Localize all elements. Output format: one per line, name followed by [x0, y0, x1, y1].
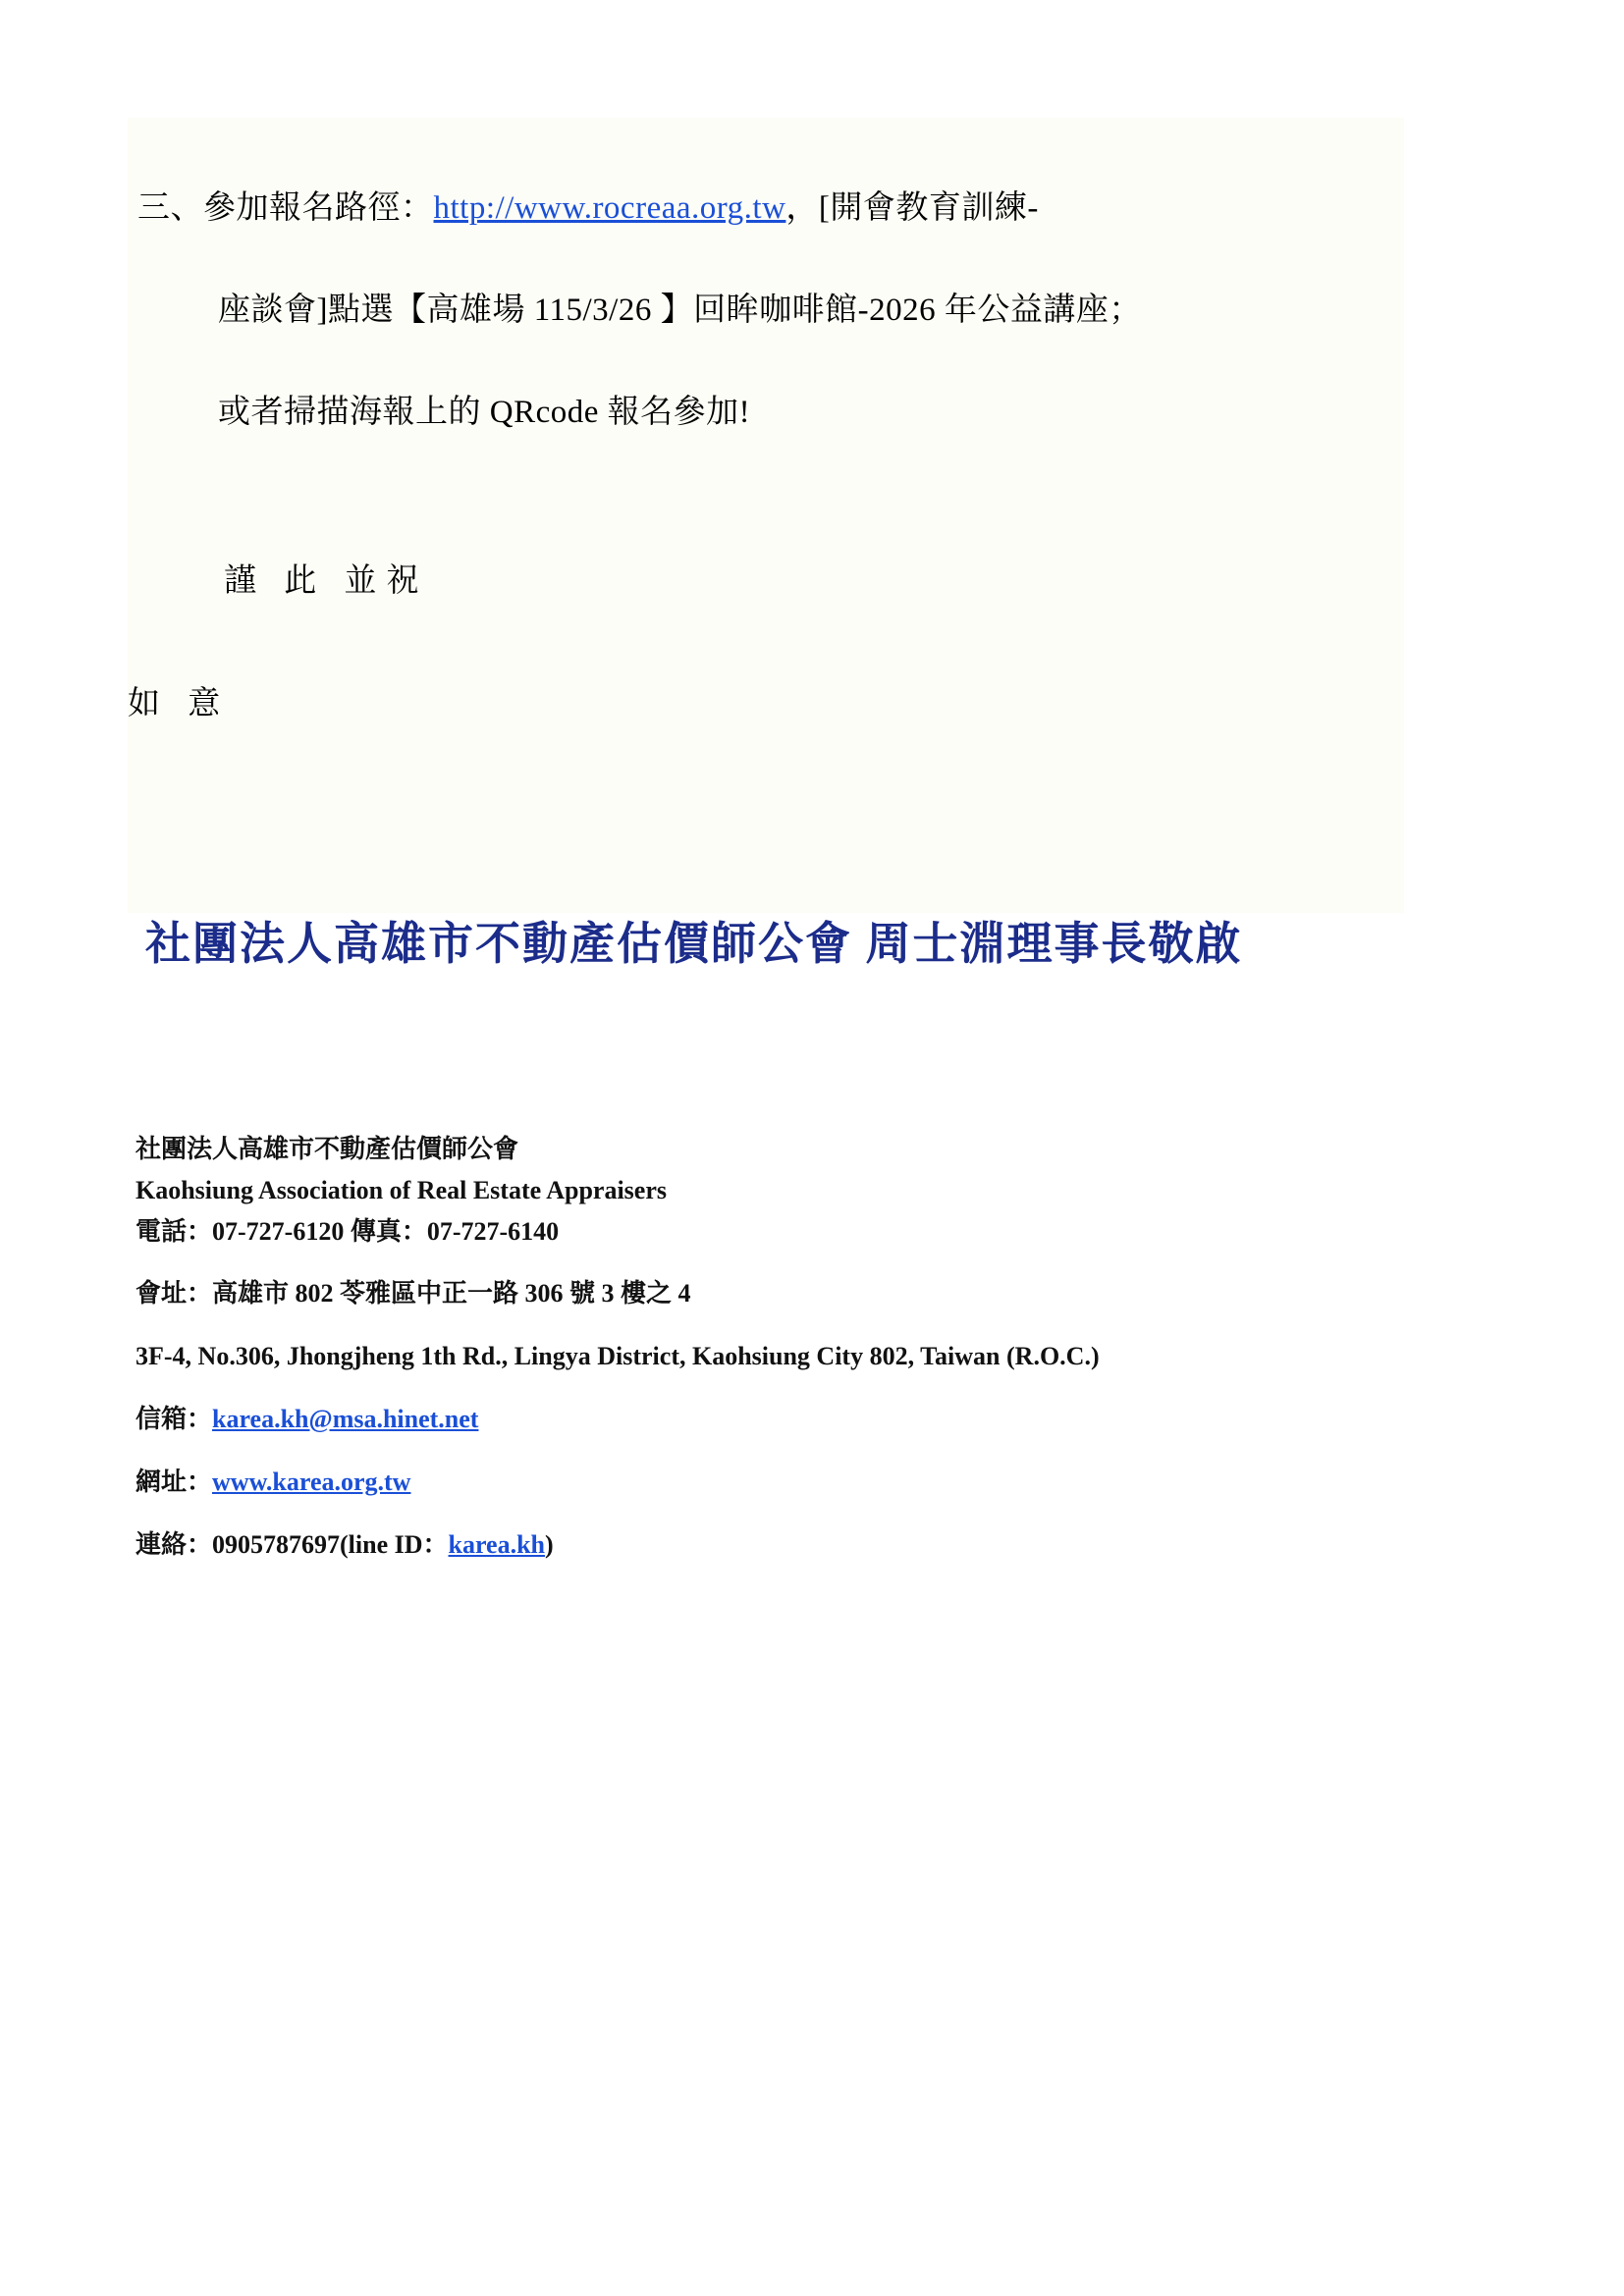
footer-email-label: 信箱：: [135, 1405, 213, 1433]
footer-email-row: [135, 1398, 1461, 1441]
registration-url-link[interactable]: http://www.rocreaa.org.tw: [433, 190, 786, 226]
paragraph-line-3: 或者掃描海報上的 QRcode 報名參加!: [218, 395, 751, 430]
footer-org-en: Kaohsiung Association of Real Estate Appraisers: [135, 1176, 667, 1204]
paragraph-line-1-prefix: 三、參加報名路徑：: [137, 190, 434, 226]
footer-contact-close: ): [545, 1530, 554, 1559]
closing-salutation: 謹 此 並祝: [224, 563, 429, 599]
footer-contact-block: [135, 1129, 1461, 1567]
footer-address-en: 3F-4, No.306, Jhongjheng 1th Rd., Lingya District, Kaohsiung City 802, Taiwan (R.O.C.): [135, 1342, 1100, 1370]
footer-website-label: 網址：: [135, 1468, 213, 1496]
footer-phone-fax: 電話：07-727-6120 傳真：07-727-6140: [135, 1217, 560, 1246]
footer-contact-row: [135, 1523, 1461, 1567]
footer-website-link[interactable]: www.karea.org.tw: [212, 1468, 411, 1496]
paragraph-line-1-suffix: ，[開會教育訓練-: [785, 190, 1039, 226]
registration-paragraph: [137, 157, 1443, 463]
footer-org-zh: 社團法人高雄市不動產估價師公會: [135, 1135, 519, 1163]
footer-contact-phone: 0905787697(line ID：: [212, 1530, 449, 1559]
signature-line: 社團法人高雄市不動產估價師公會 周士淵理事長敬啟: [145, 919, 1243, 969]
footer-contact-label: 連絡：: [135, 1530, 213, 1559]
closing-wish: 如 意: [128, 686, 231, 721]
footer-website-row: [135, 1461, 1461, 1504]
footer-address-zh: 會址：高雄市 802 苓雅區中正一路 306 號 3 樓之 4: [135, 1279, 691, 1308]
paragraph-line-1: [137, 157, 1443, 259]
footer-email-link[interactable]: karea.kh@msa.hinet.net: [212, 1405, 479, 1433]
footer-line-id-link[interactable]: karea.kh: [448, 1530, 546, 1559]
paragraph-line-2: 座談會]點選【高雄場 115/3/26 】回眸咖啡館-2026 年公益講座；: [218, 293, 1142, 328]
